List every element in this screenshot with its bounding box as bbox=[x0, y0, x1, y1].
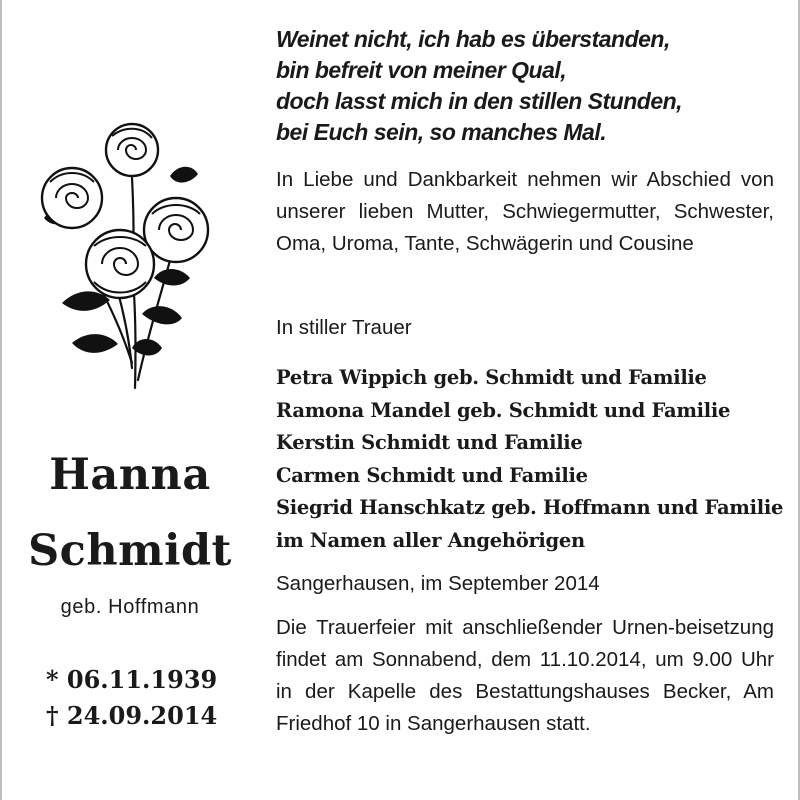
death-date: † 24.09.2014 bbox=[46, 701, 218, 730]
mourner-entry: Petra Wippich geb. Schmidt und Familie bbox=[276, 366, 707, 389]
poem-line: doch lasst mich in den stillen Stunden, bbox=[276, 88, 683, 114]
deceased-birth-name: geb. Hoffmann bbox=[60, 596, 200, 618]
mourners-list bbox=[276, 362, 784, 557]
funeral-details: Die Trauerfeier mit anschließender Urnen-beisetzung findet am Sonnabend, dem 11.10.2014, um 9.00 Uhr in der Kapelle des Bestattungshauses Becker, Am Friedhof 10 in Sangerhausen statt. bbox=[276, 616, 774, 735]
poem-line: bin befreit von meiner Qual, bbox=[276, 57, 567, 83]
mourner-entry: Carmen Schmidt und Familie bbox=[276, 463, 588, 487]
deceased-panel bbox=[2, 0, 262, 800]
poem-line: bei Euch sein, so manches Mal. bbox=[276, 119, 607, 145]
poem bbox=[276, 24, 776, 148]
mourner-entry: Siegrid Hanschkatz geb. Hoffmann und Familie bbox=[276, 496, 784, 519]
roses-bouquet-icon bbox=[32, 118, 214, 393]
poem-line: Weinet nicht, ich hab es überstanden, bbox=[276, 26, 670, 52]
deceased-first-name: Hanna bbox=[49, 450, 211, 500]
place-date: Sangerhausen, im September 2014 bbox=[276, 572, 600, 595]
farewell-text: In Liebe und Dankbarkeit nehmen wir Abschied von unserer lieben Mutter, Schwiegermutter, Schwester, Oma, Uroma, Tante, Schwägerin und Cousine bbox=[276, 168, 774, 255]
mourner-entry: Kerstin Schmidt und Familie bbox=[276, 431, 583, 454]
mourner-entry: im Namen aller Angehörigen bbox=[276, 528, 585, 552]
birth-date: * 06.11.1939 bbox=[46, 665, 218, 694]
life-dates bbox=[46, 662, 217, 734]
deceased-last-name: Schmidt bbox=[28, 526, 232, 576]
mourner-entry: Ramona Mandel geb. Schmidt und Familie bbox=[276, 398, 731, 422]
mourning-label: In stiller Trauer bbox=[276, 316, 412, 339]
